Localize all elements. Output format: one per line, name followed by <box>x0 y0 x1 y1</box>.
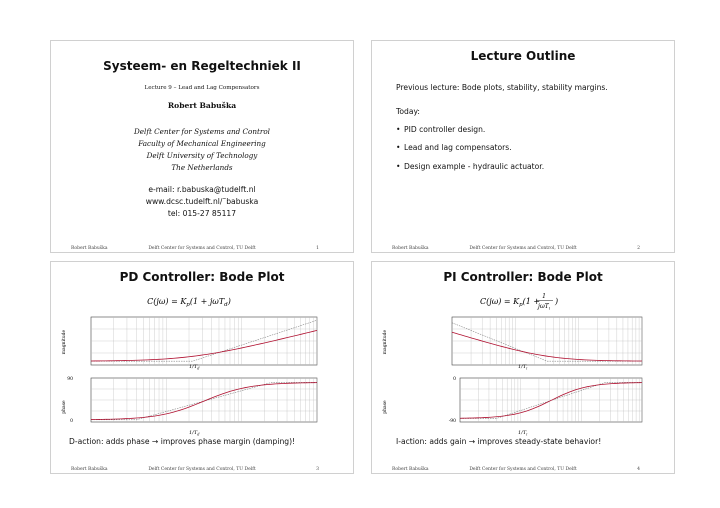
list-item: • Lead and lag compensators. <box>404 143 512 152</box>
svg-text:1: 1 <box>542 293 546 300</box>
corner-frequency-text: 1/T <box>518 364 527 370</box>
phase-axis-label: phase <box>62 400 67 414</box>
footer-author: Robert Babuška <box>392 246 429 251</box>
corner-frequency-text: 1/T <box>518 430 527 436</box>
asymptote-line <box>452 323 642 361</box>
phase-tick-bottom: -90 <box>448 419 456 424</box>
list-item: • Design example - hydraulic actuator. <box>404 162 544 171</box>
svg-text:): ) <box>555 297 559 306</box>
corner-frequency-sub: d <box>197 432 200 437</box>
magnitude-axis-label: magnitude <box>383 329 388 355</box>
email[interactable]: e-mail: r.babuska@tudelft.nl <box>148 185 256 194</box>
caption: I-action: adds gain → improves steady-state behavior! <box>396 437 602 446</box>
footer-affiliation: Delft Center for Systems and Control, TU Delft <box>469 467 577 472</box>
magnitude-plot <box>452 317 642 365</box>
affiliation-line: The Netherlands <box>171 163 233 172</box>
corner-frequency-sub: i <box>526 432 528 437</box>
slide-title <box>50 40 354 253</box>
today-label: Today: <box>396 107 420 116</box>
slide-outline <box>371 40 675 253</box>
slide-title: PD Controller: Bode Plot <box>119 270 285 284</box>
previous-lecture: Previous lecture: Bode plots, stability, stability margins. <box>396 83 608 92</box>
corner-frequency-label <box>518 430 527 437</box>
telephone: tel: 015-27 85117 <box>167 209 237 218</box>
corner-frequency-sub: i <box>526 366 528 371</box>
affiliation-line: Faculty of Mechanical Engineering <box>138 139 266 148</box>
response-curve <box>452 332 642 361</box>
page-number: 1 <box>316 246 319 251</box>
phase-tick-top: 90 <box>67 377 73 382</box>
page-number: 3 <box>316 467 319 472</box>
phase-plot <box>460 378 642 422</box>
magnitude-plot <box>91 317 317 365</box>
corner-frequency-sub: d <box>197 366 200 371</box>
author-name: Robert Babuška <box>167 101 237 110</box>
svg-text:jωTi: jωT$_i$ <box>537 303 551 311</box>
footer-affiliation: Delft Center for Systems and Control, TU Delft <box>469 246 577 251</box>
affiliation-line: Delft University of Technology <box>146 151 258 160</box>
footer-author: Robert Babuška <box>71 246 108 251</box>
website[interactable]: www.dcsc.tudelft.nl/˜babuska <box>145 197 259 206</box>
slide-title: Lecture Outline <box>470 49 576 63</box>
slide-pd-bode <box>50 261 354 474</box>
phase-plot <box>91 378 317 422</box>
phase-axis-label: phase <box>383 400 388 414</box>
footer-author: Robert Babuška <box>71 467 108 472</box>
svg-text:C(jω) = Kp(1 +: $C(j\omega) = K_p(1$ + <box>480 297 541 308</box>
footer-affiliation: Delft Center for Systems and Control, TU Delft <box>148 467 256 472</box>
magnitude-axis-label: magnitude <box>62 329 67 355</box>
phase-tick-top: 0 <box>453 377 456 382</box>
list-item: • PID controller design. <box>404 125 485 134</box>
pd-formula: $C(j\omega) = K_p(1 + j\omega T_d)$ <box>147 297 231 308</box>
affiliation-line: Delft Center for Systems and Control <box>134 127 270 136</box>
response-curve <box>91 330 317 361</box>
corner-frequency-text: 1/T <box>189 430 198 436</box>
phase-tick-bottom: 0 <box>70 419 73 424</box>
course-title: Systeem- en Regeltechniek II <box>103 59 301 73</box>
slide-pi-bode <box>371 261 675 474</box>
caption: D-action: adds phase → improves phase margin (damping)! <box>69 437 296 446</box>
lecture-subtitle: Lecture 9 – Lead and Lag Compensators <box>144 85 260 91</box>
slide-title: PI Controller: Bode Plot <box>443 270 603 284</box>
page-number: 2 <box>637 246 640 251</box>
corner-frequency-label <box>518 364 527 371</box>
corner-frequency-label <box>189 430 200 437</box>
footer-affiliation: Delft Center for Systems and Control, TU Delft <box>148 246 256 251</box>
pi-formula <box>480 293 558 311</box>
response-curve <box>460 383 642 419</box>
footer-author: Robert Babuška <box>392 467 429 472</box>
page-number: 4 <box>637 467 640 472</box>
corner-frequency-text: 1/T <box>189 364 198 370</box>
response-curve <box>91 383 317 420</box>
